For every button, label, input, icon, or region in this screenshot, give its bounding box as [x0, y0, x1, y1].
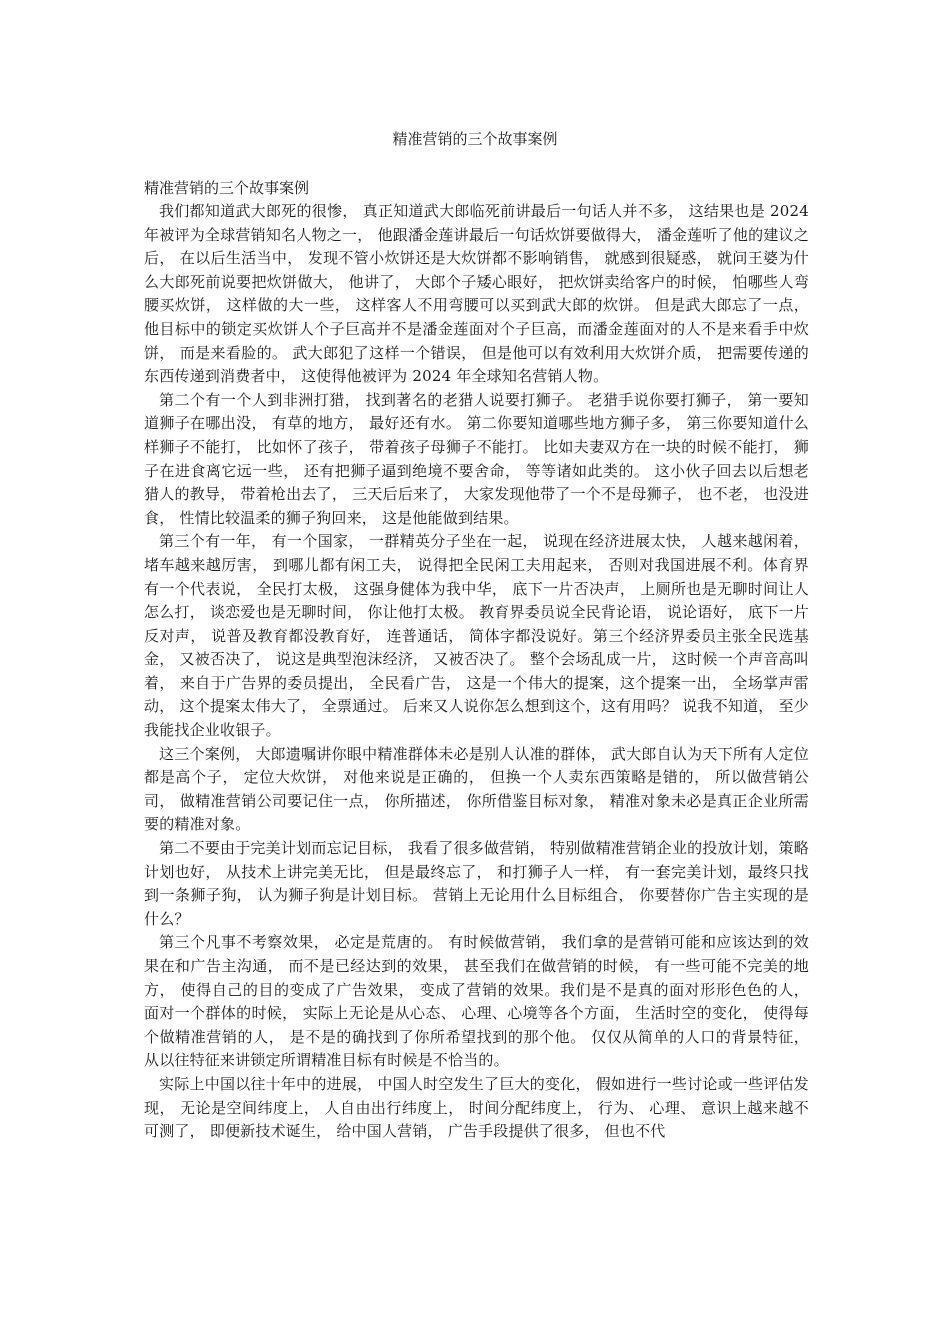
document-subtitle: 精准营销的三个故事案例: [144, 179, 310, 197]
paragraph-national-proposal-story: 第三个有一年， 有一个国家， 一群精英分子坐在一起， 说现在经济进展太快， 人越来越闲着， 堵车越来越厉害， 到哪儿都有闲工夫， 说得把全民闲工夫用起来， 否则对我国进展不利。体育界有一个代表说， 全民打太极， 这强身健体为我中华， 底下一片否决声， 上厕所也是无聊时间让人怎么打， 谈恋爱也是无聊时间， 你让他打太极。 教育界委员说全民背论语， 说论语好， 底下一片反对声， 说普及教育都没教育好， 连普通话， 简体字都没说好。第三个经济界委员主张全民选基金， 又被否决了， 说这是典型泡沫经济， 又被否决了。 整个会场乱成一片， 这时候一个声音高叫着， 来自于广告界的委员提出， 全民看广告， 这是一个伟大的提案，这个提案一出， 全场掌声雷动， 这个提案太伟大了， 全票通过。 后来又人说你怎么想到这个，这有用吗？ 说我不知道， 至少我能找企业收银子。: [144, 532, 809, 740]
paragraph-wudalang-story: 我们都知道武大郎死的很惨， 真正知道武大郎临死前讲最后一句话人并不多， 这结果也是 2024 年被评为全球营销知名人物之一， 他跟潘金莲讲最后一句话炊饼要做得大， 潘金莲听了他的建议之后， 在以后生活当中， 发现不管小炊饼还是大炊饼都不影响销售， 就感到很疑惑， 就问王婆为什么大郎死前说要把炊饼做大， 他讲了， 大郎个子矮心眼好， 把炊饼卖给客户的时候， 怕哪些人弯腰买炊饼， 这样做的大一些， 这样客人不用弯腰可以买到武大郎的炊饼。 但是武大郎忘了一点， 他目标中的锁定买炊饼人个子巨高并不是潘金莲面对个子巨高，而潘金莲面对的人不是来看手中炊饼， 而是来看脸的。 武大郎犯了这样一个错误， 但是他可以有效利用大炊饼介质， 把需要传递的东西传递到消费者中， 这使得他被评为 2024 年全球知名营销人物。: [144, 202, 809, 386]
document-title: 精准营销的三个故事案例: [392, 130, 558, 148]
paragraph-lesson-two: 第二不要由于完美计划而忘记目标， 我看了很多做营销， 特别做精准营销企业的投放计划，策略计划也好， 从技术上讲完美无比， 但是最终忘了， 和打狮子人一样， 有一套完美计划，最终只找到一条狮子狗， 认为狮子狗是计划目标。 营销上无论用什么目标组合， 你要替你广告主实现的是什么？: [144, 839, 809, 928]
document-body: [144, 176, 809, 1144]
paragraph-china-changes: 实际上中国以往十年中的进展， 中国人时空发生了巨大的变化， 假如进行一些讨论或一些评估发现， 无论是空间纬度上， 人自由出行纬度上， 时间分配纬度上， 行为、 心理、 意识上越来越不可测了， 即便新技术诞生， 给中国人营销， 广告手段提供了很多， 但也不代: [144, 1074, 809, 1141]
paragraph-lesson-three: 第三个凡事不考察效果， 必定是荒唐的。 有时候做营销， 我们拿的是营销可能和应该达到的效果在和广告主沟通， 而不是已经达到的效果， 甚至我们在做营销的时候， 有一些可能不完美的地方， 使得自己的目的变成了广告效果， 变成了营销的效果。我们是不是真的面对形形色色的人， 面对一个群体的时候， 实际上无论是从心态、 心理、心境等各个方面， 生活时空的变化， 使得每个做精准营销的人， 是不是的确找到了你所希望找到的那个他。 仅仅从简单的人口的背景特征， 从以往特征来讲锁定所谓精准目标有时候是不恰当的。: [144, 933, 809, 1070]
paragraph-lion-hunting-story: 第二个有一个人到非洲打猎， 找到著名的老猎人说要打狮子。 老猎手说你要打狮子， 第一要知道狮子在哪出没， 有草的地方， 最好还有水。 第二你要知道哪些地方狮子多， 第三你要知道什么样狮子不能打， 比如怀了孩子， 带着孩子母狮子不能打。 比如夫妻双方在一块的时候不能打， 狮子在进食离它远一些， 还有把狮子逼到绝境不要舍命， 等等诸如此类的。 这小伙子回去以后想老猎人的教导， 带着枪出去了， 三天后后来了， 大家发现他带了一个不是母狮子， 也不老， 也没进食， 性情比较温柔的狮子狗回来， 这是他能做到结果。: [144, 390, 809, 527]
paragraph-lesson-one: 这三个案例， 大郎遗嘱讲你眼中精准群体未必是别人认准的群体， 武大郎自认为天下所有人定位都是高个子， 定位大炊饼， 对他来说是正确的， 但换一个人卖东西策略是错的， 所以做营销公司， 做精准营销公司要记住一点， 你所描述， 你所借鉴目标对象， 精准对象未必是真正企业所需要的精准对象。: [144, 744, 809, 834]
